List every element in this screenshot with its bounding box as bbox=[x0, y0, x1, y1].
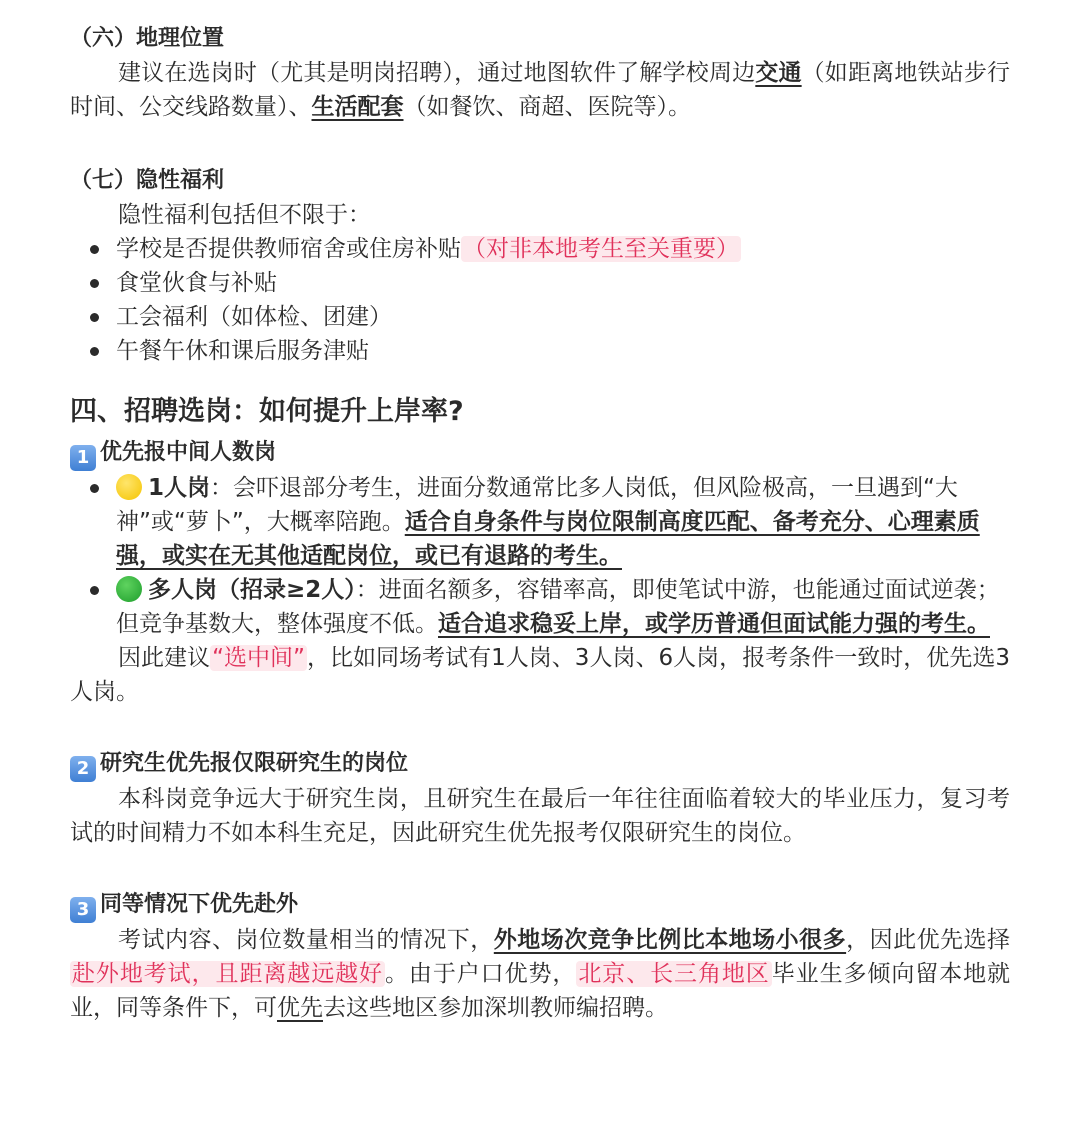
location-paragraph: 建议在选岗时（尤其是明岗招聘），通过地图软件了解学校周边交通（如距离地铁站步行时间、公交线路数量）、生活配套（如餐饮、商超、医院等）。 bbox=[70, 60, 1011, 120]
benefits-intro: 隐性福利包括但不限于： bbox=[118, 202, 371, 228]
competition-emphasis: 外地场次竞争比例比本地场小很多 bbox=[493, 927, 847, 953]
multi-post-advice: 适合追求稳妥上岸，或学历普通但面试能力强的考生。 bbox=[438, 611, 990, 637]
benefits-list bbox=[70, 232, 1010, 368]
highlight-note: （对非本地考生至关重要） bbox=[463, 236, 739, 262]
priority-emphasis: 优先 bbox=[277, 995, 323, 1021]
list-item: 工会福利（如体检、团建） bbox=[70, 300, 1010, 334]
number-1-icon: 1 bbox=[70, 445, 96, 471]
highlight-regions: 北京、长三角地区 bbox=[578, 961, 770, 987]
green-circle-icon bbox=[116, 576, 142, 602]
article bbox=[70, 22, 1010, 1025]
yellow-circle-icon bbox=[116, 474, 142, 500]
list-item: 学校是否提供教师宿舍或住房补贴（对非本地考生至关重要） bbox=[70, 232, 1010, 266]
traffic-emphasis: 交通 bbox=[755, 60, 802, 86]
graduate-paragraph: 本科岗竞争远大于研究生岗，且研究生在最后一年往往面临着较大的毕业压力，复习考试的时间精力不如本科生充足，因此研究生优先报考仅限研究生的岗位。 bbox=[70, 786, 1010, 846]
subsection-title-1: 1 优先报中间人数岗 bbox=[70, 436, 1010, 471]
highlight-choose-middle: “选中间” bbox=[212, 645, 305, 671]
list-item: 多人岗（招录≥2人）：进面名额多，容错率高，即使笔试中游，也能通过面试逆袭；但竞争基数大，整体强度不低。适合追求稳妥上岸，或学历普通但面试能力强的考生。 bbox=[70, 573, 1010, 641]
section-title-benefits: （七）隐性福利 bbox=[70, 168, 225, 193]
subsection-title-3: 3 同等情况下优先赴外 bbox=[70, 888, 1010, 923]
list-item: 午餐午休和课后服务津贴 bbox=[70, 334, 1010, 368]
list-item: 1人岗：会吓退部分考生，进面分数通常比多人岗低，但风险极高，一旦遇到“大神”或“萝卜”，大概率陪跑。适合自身条件与岗位限制高度匹配、备考充分、心理素质强，或实在无其他适配岗位，或已有退路的考生。 bbox=[70, 471, 1010, 573]
single-post-advice: 适合自身条件与岗位限制高度匹配、备考充分、心理素质强，或实在无其他适配岗位，或已有退路的考生。 bbox=[116, 509, 980, 569]
choose-middle-paragraph: 因此建议“选中间”，比如同场考试有1人岗、3人岗、6人岗，报考条件一致时，优先选3人岗。 bbox=[70, 645, 1010, 705]
chapter-title: 四、招聘选岗：如何提升上岸率? bbox=[70, 396, 464, 427]
post-type-list bbox=[70, 471, 1010, 641]
section-title-location: （六）地理位置 bbox=[70, 26, 225, 51]
highlight-go-far: 赴外地考试，且距离越远越好 bbox=[72, 961, 383, 987]
subsection-title-2: 2 研究生优先报仅限研究生的岗位 bbox=[70, 747, 1010, 782]
list-item: 食堂伙食与补贴 bbox=[70, 266, 1010, 300]
amenities-emphasis: 生活配套 bbox=[311, 94, 404, 120]
number-3-icon: 3 bbox=[70, 897, 96, 923]
go-outside-paragraph: 考试内容、岗位数量相当的情况下，外地场次竞争比例比本地场小很多，因此优先选择赴外地考试，且距离越远越好。由于户口优势，北京、长三角地区毕业生多倾向留本地就业，同等条件下，可优先去这些地区参加深圳教师编招聘。 bbox=[70, 927, 1011, 1021]
number-2-icon: 2 bbox=[70, 756, 96, 782]
